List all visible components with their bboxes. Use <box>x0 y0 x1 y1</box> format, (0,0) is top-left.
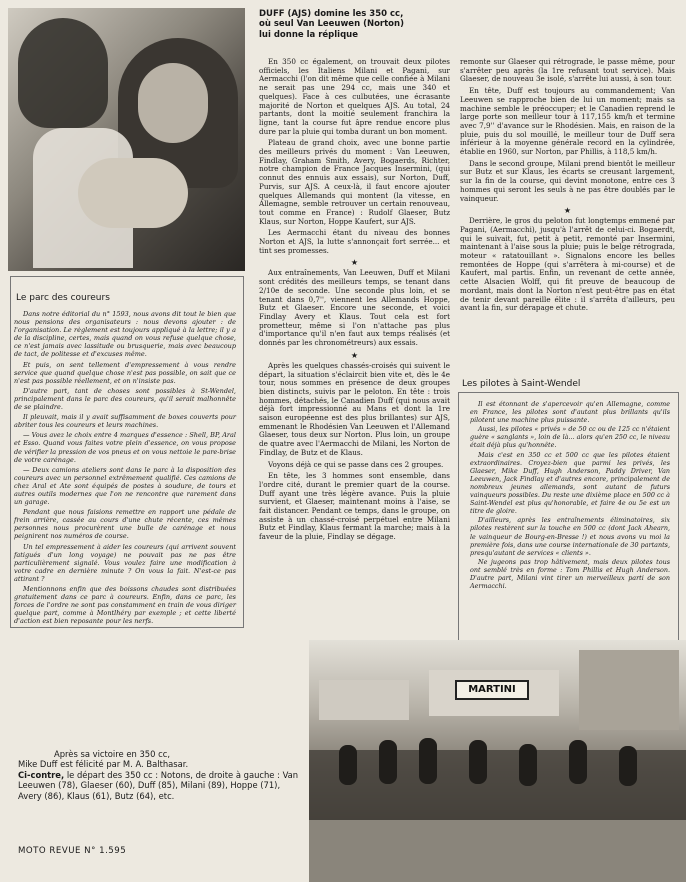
paragraph: Après les quelques chassés-croisés qui suivent le départ, la situation s'éclaircit bien vite et, dès le 4e tour, nous sommes en présence de deux groupes bien distincts, suivis par le peloton. En tête : trois hommes, détachés, le Canadien Duff (qui nous avait déjà fort impressionné au Mans et dont la 1re saison européenne est des plus brillantes) sur AJS, emmenant le Rhodésien Van Leeuwen et l'Allemand Glaeser, tous deux sur Norton. Plus loin, un groupe de quatre avec l'Aermacchi de Milani, les Norton de Findlay, de Butz et de Klaus. <box>259 360 450 457</box>
photo-caption <box>18 749 301 801</box>
paragraph: Un tel empressement à aider les coureurs (qui arrivent souvent fatigués d'un long voyage) ne pouvait pas ne pas être particulièrement signalé. Vous voulez faire une modification à votre cadre en dernière minute ? On vous la fait. N'est-ce pas attirant ? <box>14 542 236 583</box>
paragraph: Mais c'est en 350 cc et 500 cc que les pilotes étaient extraordinaires. Croyez-bien que parmi les privés, les Glaeser, Mike Duff, Hugh Anderson, Paddy Driver, Van Leeuwen, Jack Findlay et d'autres encore, principalement de nombreux jeunes allemands, sont autant de futurs vainqueurs possibles. Du reste une dixième place en 500 cc à Saint-Wendel est plus qu'honorable, et faire 4e ou 5e est un titre de gloire. <box>470 450 670 516</box>
paragraph: Aux entraînements, Van Leeuwen, Duff et Milani sont crédités des meilleurs temps, se tenant dans 2/10e de seconde. Une seconde plus loin, et se tenant dans 0,7'', viennent les Allemands Hoppe, Butz et Glaeser. Encore une seconde, et voici Findlay Avery et Klaus. Tout cela est fort prometteur, même si l'on n'attache pas plus d'importance qu'il n'en faut aux temps réalisés (et donnés par les chronométreurs) aux essais. <box>259 268 450 348</box>
paragraph: Voyons déjà ce qui se passe dans ces 2 groupes. <box>268 459 444 469</box>
paragraph: Mentionnons enfin que des boissons chaudes sont distribuées gratuitement dans ce parc à coureurs. Enfin, dans ce parc, les forces de l'ordre ne sont pas constamment en train de vous diriger quelque part, comme à Montlhéry par exemple ; et cette liberté d'action est bien reposante pour les nerfs. <box>14 585 236 626</box>
article-column-middle <box>259 58 450 545</box>
article-column-right <box>460 58 675 316</box>
sidebar-parc-text <box>14 293 236 627</box>
paragraph: Il est étonnant de s'apercevoir qu'en Allemagne, comme en France, les pilotes sont d'autant plus brillants qu'ils pilotent une machine plus puissante. <box>470 400 670 425</box>
photo-race-start <box>309 640 686 882</box>
star-separator: ★ <box>350 350 359 360</box>
sidebar-title-pilotes: Les pilotes à Saint-Wendel <box>462 379 581 389</box>
paragraph: Et puis, on sent tellement d'empressement à vous rendre service que quand quelque chose n'est pas possible, on sait que ce n'est pas possible réellement, et on n'insiste pas. <box>14 360 236 385</box>
star-separator: ★ <box>563 206 572 216</box>
photo-duff-congratulated <box>8 8 245 271</box>
caption-line-3 <box>18 770 301 801</box>
paragraph: remonte sur Glaeser qui rétrograde, le passe même, pour s'arrêter peu après (la 1re refusant tout service). Mais Glaeser, de nouveau 3e isolé, s'arrête lui aussi, à son tour. <box>460 57 675 84</box>
paragraph: Pendant que nous faisions remettre en rapport une pédale de frein arrière, cassée au cours d'une chute récente, ces mêmes personnes nous procurèrent une bulle de carénage et nous peignirent nos numéros de course. <box>14 508 236 541</box>
paragraph: — Vous avez le choix entre 4 marques d'essence : Shell, BP, Aral et Esso. Quand vous faites votre plein d'essence, on vous propose de vérifier la pression de vos pneus et on vous nettoie le pare-brise de votre carénage. <box>14 431 236 464</box>
paragraph: D'ailleurs, après les entraînements éliminatoires, six pilotes restèrent sur la touche en 500 cc (dont Jack Ahearn, le vainqueur de Bourg-en-Bresse !) et nous avons vu moi la première fois, dans une course internationale de 30 partants, presqu'autant de services « clients ». <box>470 516 670 557</box>
magazine-footer: MOTO REVUE N° 1.595 <box>18 846 127 856</box>
paragraph: En 350 cc également, on trouvait deux pilotes officiels, les Italiens Milani et Pagani, sur Aermacchi (l'on dit même que celle confiée à Milani ne serait pas une 294 cc, mais une 340 et quelques). Face à ces culbutées, une écrasante majorité de Norton et quelques AJS. Au total, 24 partants, dont la moitié seulement franchira la ligne, tant la course fut âpre rendue encore plus dure par la pluie qui tomba durant un bon moment. <box>259 57 450 136</box>
paragraph: En tête, Duff est toujours au commandement; Van Leeuwen se rapproche bien de lui un moment; mais sa machine semble le préoccuper; et le Canadien reprend le large porte son meilleur tour à 117,155 km/h et termine avec 7,9'' d'avance sur le Rhodésien. Mais, en raison de la pluie, puis du sol mouillé, le meilleur tour de Duff sera inférieur à la moyenne générale record en la cylindrée, établie en 1960, sur Norton, par Phillis, à 118,5 km/h. <box>460 86 675 157</box>
headline-line-1: DUFF (AJS) domine les 350 cc, <box>259 9 404 19</box>
sidebar-pilotes-text <box>470 400 670 591</box>
caption-rest: le départ des 350 cc : Notons, de droite à gauche : Van Leeuwen (78), Glaeser (60), Duff (85), Milani (89), Hoppe (71), Avery (86), Klaus (61), Butz (64), etc. <box>18 769 299 801</box>
headline-line-2: où seul Van Leeuwen (Norton) <box>259 19 404 30</box>
paragraph: Dans le second groupe, Milani prend bientôt le meilleur sur Butz et sur Klaus, les écarts se creusant largement, sur la fin de la course, qui devint monotone, entre ces 3 hommes qui seront les seuls à ne pas être doublés par le vainqueur. <box>460 158 675 203</box>
headline-line-3: lui donne la réplique <box>259 29 358 40</box>
paragraph: Ne jugeons pas trop hâtivement, mais deux pilotes tous ont semblé très en forme : Tom Phillis et Hugh Anderson. D'autre part, Milani vint tirer un merveilleux parti de son Aermacchi. <box>470 557 670 591</box>
paragraph: Dans notre éditorial du n° 1593, nous avons dit tout le bien que nous pensions des organisateurs : nous devons ajouter : de l'organisation. Le règlement est toujours appliqué à la lettre; il y a de la discipline, certes, mais quand on vous refuse quelque chose, ce n'est jamais avec lassitude ou brusquerie, mais avec beaucoup de tact, de politesse et d'excuses même. <box>14 310 236 359</box>
paragraph: Plateau de grand choix, avec une bonne partie des meilleurs privés du moment : Van Leeuwen, Findlay, Graham Smith, Avery, Bogaerds, Richter, notre champion de France Jacques Insermini, (qui connut des ennuis aux essais), sur Norton, Duff, Purvis, sur AJS. A ceux-là, il faut encore ajouter quelques Allemands qui montent (la vitesse, en Allemagne, semble retrouver un certain renouveau, tout comme en France) : Rudolf Glaeser, Butz Klaus, sur Norton, Hoppe Kaufert, sur AJS. <box>259 138 450 226</box>
article-headline <box>259 9 450 40</box>
caption-line-1: Après sa victoire en 350 cc, <box>54 749 170 759</box>
paragraph: Aussi, les pilotes « privés » de 50 cc ou de 125 cc n'étaient guère « sanglants », loin de là... alors qu'en 250 cc, le niveau était déjà plus qu'honnête. <box>470 425 670 450</box>
paragraph: Il pleuvait, mais il y avait suffisamment de boxes couverts pour abriter tous les coureurs et leurs machines. <box>14 413 236 430</box>
martini-banner: MARTINI <box>455 680 529 700</box>
caption-lead: Ci-contre, <box>18 769 65 780</box>
paragraph: En tête, les 3 hommes sont ensemble, dans l'ordre cité, durant le premier quart de la course. Duff ayant une très légère avance. Puis la pluie survient, et Glaeser, maintenant moins à l'aise, se fait distancer. Pendant ce temps, dans le groupe, on assiste à un chassé-croisé perpétuel entre Milani Butz et Findlay, Klaus fermant la marche; mais à la faveur de la pluie, Findlay se dégage. <box>259 471 450 542</box>
caption-line-2: Mike Duff est félicité par M. A. Balthasar. <box>18 759 189 770</box>
sidebar-title-parc: Le parc des coureurs <box>16 293 110 303</box>
paragraph: Derrière, le gros du peloton fut longtemps emmené par Pagani, (Aermacchi), jusqu'à l'arrêt de celui-ci. Bogaerdt, qui le suivait, fut, petit à petit, remonté par Insermini, maintenant à l'aise sous la pluie; puis le belge rétrograda, moteur « ratatouillant ». Signalons encore les belles remontées de Hoppe (qui s'arrêtera à mi-course) et de Kaufert, mal partis. Enfin, un revenant de cette année, cette Alsacien Wolff, qui fit preuve de beaucoup de mordant, mais dont la Norton n'est peut-être pas en état de tenir devant pareille élite : il s'arrêta d'ailleurs, peu avant la fin, sur dérapage et chute. <box>460 216 675 313</box>
paragraph: — Deux camions ateliers sont dans le parc à la disposition des coureurs avec un personnel extrêmement qualifié. Ces camions de chez Aral et Ate sont équipés de postes à soudure, de tours et autres outils modernes que l'on ne rencontre que rarement dans un garage. <box>14 465 236 507</box>
paragraph: Les Aermacchi étant du niveau des bonnes Norton et AJS, la lutte s'annonçait fort serrée... et tint ses promesses. <box>259 228 450 255</box>
star-separator: ★ <box>350 258 359 268</box>
paragraph: D'autre part, tant de choses sont possibles à St-Wendel, principalement dans le parc des coureurs, qu'il serait malhonnête de se plaindre. <box>14 386 236 412</box>
